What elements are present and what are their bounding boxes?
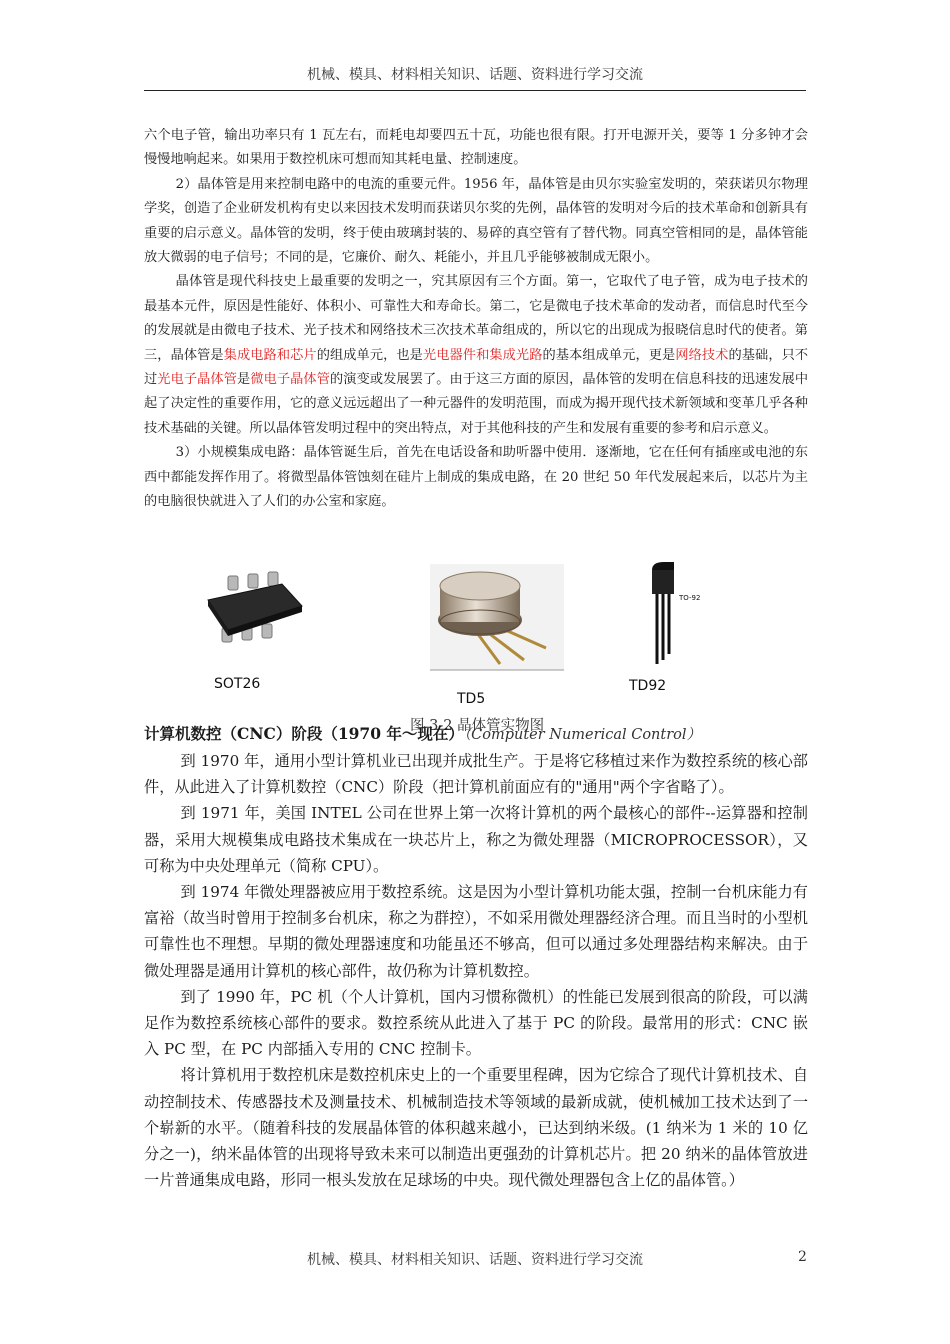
cnc-section-body <box>144 748 808 1193</box>
page-header: 机械、模具、材料相关知识、话题、资料进行学习交流 <box>144 64 806 91</box>
sot26-chip-image <box>200 570 310 650</box>
paragraph-1970: 到 1970 年，通用小型计算机业已出现并成批生产。于是将它移植过来作为数控系统的核心部件，从此进入了计算机数控（CNC）阶段（把计算机前面应有的"通用"两个字省略了）。 <box>144 752 808 797</box>
transistor-figures <box>144 556 808 736</box>
figure-caption: 图 3-2 晶体管实物图 <box>410 718 545 734</box>
paragraph-transistor-importance: 晶体管是现代科技史上最重要的发明之一，究其原因有三个方面。第一，它取代了电子管，成为电子技术的最基本元件，原因是性能好、体积小、可靠性大和寿命长。第二，它是微电子技术革命的发动者，而信息时代至今的发展就是由微电子技术、光子技术和网络技术三次技术革命组成的，所以它的出现成为报晓信息时代的使者。第三，晶体管是集成电路和芯片的组成单元，也是光电器件和集成光路的基本组成单元，更是网络技术的基础，只不过光电子晶体管是微电子晶体管的演变或发展罢了。由于这三方面的原因，晶体管的发明在信息科技的迅速发展中起了决定性的重要作用，它的意义远远超出了一种元器件的发明范围，而成为揭开现代技术新领域和变革几乎各种技术基础的关键。所以晶体管发明过程中的突出特点，对于其他科技的产生和发展有重要的参考和启示意义。 <box>144 274 809 436</box>
page-footer: 机械、模具、材料相关知识、话题、资料进行学习交流 <box>307 1252 643 1268</box>
highlight-micro-transistor: 微电子晶体管 <box>250 372 330 388</box>
paragraph-small-scale-ic: 3）小规模集成电路：晶体管诞生后，首先在电话设备和助听器中使用．逐渐地，它在任何有插座或电池的东西中都能发挥作用了。将微型晶体管蚀刻在硅片上制成的集成电路，在 20 世纪 50 年代发展起来后，以芯片为主的电脑很快就进入了人们的办公室和家庭。 <box>144 445 808 510</box>
intro-text <box>144 124 808 515</box>
highlight-network: 网络技术 <box>675 347 729 363</box>
td92-transistor-image <box>644 560 714 668</box>
paragraph-1971: 到 1971 年，美国 INTEL 公司在世界上第一次将计算机的两个最核心的部件--运算器和控制器，采用大规模集成电路技术集成在一块芯片上，称之为微处理器（MICROPROCESSOR），又可称为中央处理单元（简称 CPU）。 <box>144 804 808 875</box>
page-number: 2 <box>798 1249 807 1265</box>
td5-transistor-image <box>430 564 564 678</box>
highlight-ic-chip: 集成电路和芯片 <box>223 347 317 363</box>
sot26-label: SOT26 <box>214 676 261 692</box>
td92-inner-label: TO-92 <box>679 594 701 602</box>
section-title-en: （Computer Numerical Control） <box>463 727 702 743</box>
paragraph-transistor-invention: 2）晶体管是用来控制电路中的电流的重要元件。1956 年，晶体管是由贝尔实验室发明的，荣获诺贝尔物理学奖，创造了企业研发机构有史以来因技术发明而获诺贝尔奖的先例，晶体管的发明对今后的技术革命和创新具有重要的启示意义。晶体管的发明，终于使由玻璃封装的、易碎的真空管有了替代物。同真空管相同的是，晶体管能放大微弱的电子信号；不同的是，它廉价、耐久、耗能小，并且几乎能够被制成无限小。 <box>144 176 808 266</box>
td92-label: TD92 <box>629 678 667 694</box>
section-title-cn: 计算机数控（CNC）阶段（1970 年～现在） <box>144 724 464 743</box>
paragraph-1990: 到了 1990 年，PC 机（个人计算机，国内习惯称微机）的性能已发展到很高的阶段，可以满足作为数控系统核心部件的要求。数控系统从此进入了基于 PC 的阶段。最常用的形式：CNC 嵌入 PC 型，在 PC 内部插入专用的 CNC 控制卡。 <box>144 987 808 1059</box>
td5-label: TD5 <box>457 691 486 707</box>
section-title <box>144 722 701 744</box>
paragraph-tube-power: 六个电子管，输出功率只有 1 瓦左右，而耗电却要四五十瓦，功能也很有限。打开电源开关，要等 1 分多钟才会慢慢地响起来。如果用于数控机床可想而知其耗电量、控制速度。 <box>144 128 808 168</box>
paragraph-milestone: 将计算机用于数控机床是数控机床史上的一个重要里程碑，因为它综合了现代计算机技术、自动控制技术、传感器技术及测量技术、机械制造技术等领域的最新成就，使机械加工技术达到了一个崭新的水平。（随着科技的发展晶体管的体积越来越小，已达到纳米级。(1 纳米为 1 米的 10 亿分之一)，纳米晶体管的出现将导致未来可以制造出更强劲的计算机芯片。把 20 纳米的晶体管放进一片普通集成电路，形同一根头发放在足球场的中央。现代微处理器包含上亿的晶体管。） <box>144 1066 808 1190</box>
highlight-optoelectronic: 光电器件和集成光路 <box>422 347 543 363</box>
paragraph-1974: 到 1974 年微处理器被应用于数控系统。这是因为小型计算机功能太强，控制一台机床能力有富裕（故当时曾用于控制多台机床，称之为群控），不如采用微处理器经济合理。而且当时的小型机可靠性也不理想。早期的微处理器速度和功能虽还不够高，但可以通过多处理器结构来解决。由于微处理器是通用计算机的核心部件，故仍称为计算机数控。 <box>144 883 808 980</box>
highlight-opto-transistor: 光电子晶体管 <box>157 372 237 388</box>
